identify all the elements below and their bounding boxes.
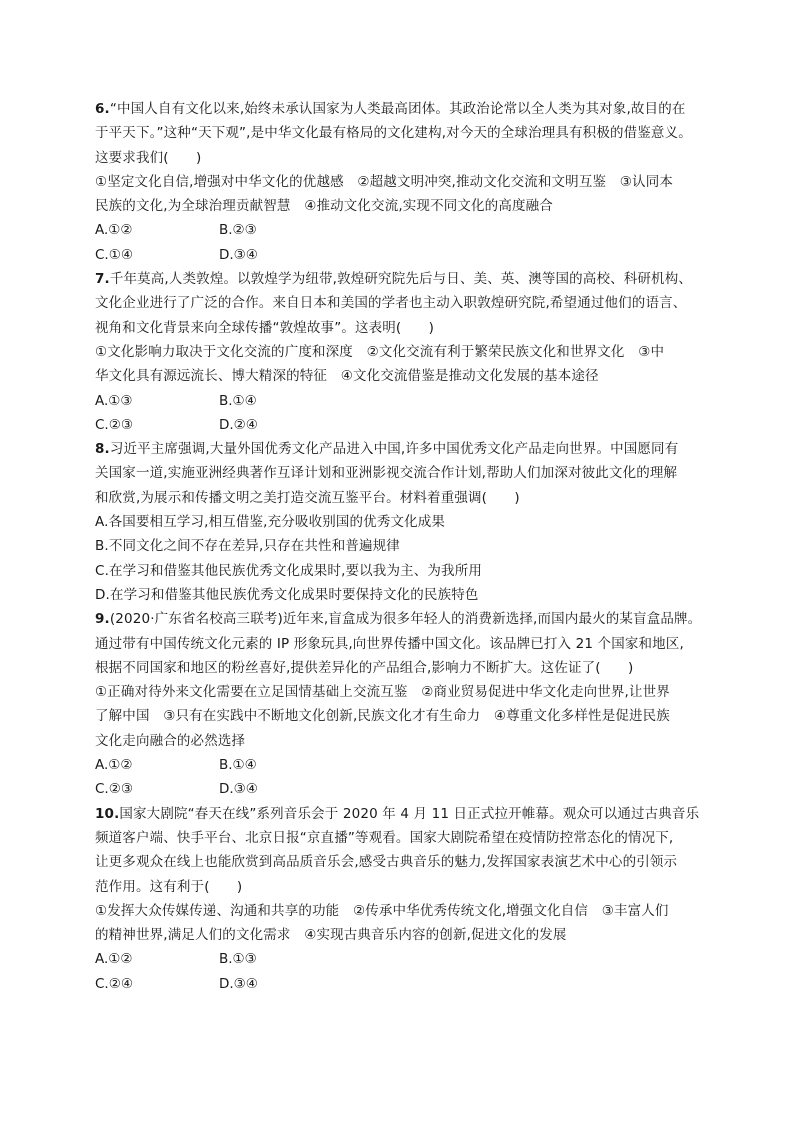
option-row xyxy=(95,753,715,777)
statement-line: 了解中国 ③只有在实践中不断地文化创新,民族文化才有生命力 ④尊重文化多样性是促进民族 xyxy=(95,708,670,725)
question-number: 9. xyxy=(95,611,110,628)
question-stem-text: “中国人自有文化以来,始终未承认国家为人类最高团体。其政治论常以全人类为其对象,故目的在 xyxy=(109,101,686,117)
option-c[interactable]: C.①④ xyxy=(95,246,133,263)
question-stem-line: 关国家一道,实施亚洲经典著作互译计划和亚洲影视交流合作计划,帮助人们加深对彼此文化的理解 xyxy=(95,465,678,482)
option-c[interactable]: C.②③ xyxy=(95,416,133,433)
question-8 xyxy=(95,437,715,607)
option-b[interactable]: B.不同文化之间不存在差异,只存在共性和普遍规律 xyxy=(95,538,400,555)
option-row xyxy=(95,389,715,413)
option-row xyxy=(95,218,715,242)
statement-line: ①发挥大众传媒传递、沟通和共享的功能 ②传承中华优秀传统文化,增强文化自信 ③丰富人们 xyxy=(95,902,669,919)
statement-line: ①文化影响力取决于文化交流的广度和深度 ②文化交流有利于繁荣民族文化和世界文化 ③中 xyxy=(95,343,665,360)
option-b[interactable]: B.①③ xyxy=(219,951,257,968)
question-stem-line: 文化企业进行了广泛的合作。来自日本和美国的学者也主动入职敦煌研究院,希望通过他们的语言、 xyxy=(95,295,687,312)
question-number: 8. xyxy=(95,441,110,458)
question-stem-text: 习近平主席强调,大量外国优秀文化产品进入中国,许多中国优秀文化产品走向世界。中国愿同有 xyxy=(109,441,679,458)
question-stem-line: 范作用。这有利于( ) xyxy=(95,878,243,895)
question-stem-text: (2020·广东省名校高三联考)近年来,盲盒成为很多年轻人的消费新选择,而国内最火的某盲盒品牌。 xyxy=(109,611,702,628)
option-row xyxy=(95,243,715,267)
statement-line: ①坚定文化自信,增强对中华文化的优越感 ②超越文明冲突,推动文化交流和文明互鉴 ③认同本 xyxy=(95,173,673,190)
option-b[interactable]: B.②③ xyxy=(219,222,257,239)
option-row xyxy=(95,413,715,437)
question-9 xyxy=(95,607,715,801)
question-stem-line: 视角和文化背景来向全球传播“敦煌故事”。这表明( ) xyxy=(95,319,435,336)
question-stem-line: 和欣赏,为展示和传播文明之美打造交流互鉴平台。材料着重强调( ) xyxy=(95,489,520,506)
question-stem-line: 让更多观众在线上也能欣赏到高品质音乐会,感受古典音乐的魅力,发挥国家表演艺术中心的引领示 xyxy=(95,854,678,871)
question-6 xyxy=(95,97,715,267)
question-stem-line: 根据不同国家和地区的粉丝喜好,提供差异化的产品组合,影响力不断扩大。这佐证了( ) xyxy=(95,659,634,676)
option-d[interactable]: D.③④ xyxy=(219,781,258,798)
option-d[interactable]: D.在学习和借鉴其他民族优秀文化成果时要保持文化的民族特色 xyxy=(95,586,479,603)
option-c[interactable]: C.在学习和借鉴其他民族优秀文化成果时,要以我为主、为我所用 xyxy=(95,562,483,579)
question-stem-line: 于平天下。”这种“天下观”,是中华文化最有格局的文化建构,对今天的全球治理具有积极的借鉴意义。 xyxy=(95,125,692,142)
statement-line: 文化走向融合的必然选择 xyxy=(95,732,246,749)
question-stem-text: 千年莫高,人类敦煌。以敦煌学为纽带,敦煌研究院先后与日、美、英、澳等国的高校、科研机构、 xyxy=(109,271,693,288)
question-stem-line xyxy=(95,802,715,826)
option-a[interactable]: A.①② xyxy=(95,757,133,774)
option-a[interactable]: A.①② xyxy=(95,951,133,968)
question-stem-line xyxy=(95,437,715,461)
option-row xyxy=(95,777,715,801)
option-b[interactable]: B.①④ xyxy=(219,757,257,774)
option-c[interactable]: C.②④ xyxy=(95,975,133,992)
question-stem-line: 频道客户端、快手平台、北京日报“京直播”等观看。国家大剧院希望在疫情防控常态化的情况下, xyxy=(95,829,674,846)
statement-line: ①正确对待外来文化需要在立足国情基础上交流互鉴 ②商业贸易促进中华文化走向世界,让世界 xyxy=(95,684,670,701)
question-stem-line xyxy=(95,267,715,291)
option-row xyxy=(95,947,715,971)
question-page xyxy=(95,97,715,996)
question-stem-line xyxy=(95,97,715,121)
statement-line: 华文化具有源远流长、博大精深的特征 ④文化交流借鉴是推动文化发展的基本途径 xyxy=(95,368,599,385)
question-number: 10. xyxy=(95,805,120,822)
question-stem-line: 这要求我们( ) xyxy=(95,149,202,166)
option-d[interactable]: D.③④ xyxy=(219,246,258,263)
statement-line: 的精神世界,满足人们的文化需求 ④实现古典音乐内容的创新,促进文化的发展 xyxy=(95,927,567,944)
question-stem-text: 国家大剧院“春天在线”系列音乐会于 2020 年 4 月 11 日正式拉开帷幕。观众可以通过古典音乐 xyxy=(119,805,700,822)
option-a[interactable]: A.①③ xyxy=(95,392,133,409)
option-d[interactable]: D.③④ xyxy=(219,975,258,992)
question-number: 7. xyxy=(95,271,110,288)
option-a[interactable]: A.各国要相互学习,相互借鉴,充分吸收别国的优秀文化成果 xyxy=(95,514,446,531)
option-d[interactable]: D.②④ xyxy=(219,416,258,433)
statement-line: 民族的文化,为全球治理贡献智慧 ④推动文化交流,实现不同文化的高度融合 xyxy=(95,198,553,215)
question-stem-line: 通过带有中国传统文化元素的 IP 形象玩具,向世界传播中国文化。该品牌已打入 21 个国家和地区, xyxy=(95,635,684,652)
option-row xyxy=(95,972,715,996)
option-c[interactable]: C.②③ xyxy=(95,781,133,798)
question-stem-line xyxy=(95,607,715,631)
option-b[interactable]: B.①④ xyxy=(219,392,257,409)
question-number: 6. xyxy=(95,101,110,117)
question-10 xyxy=(95,802,715,996)
option-a[interactable]: A.①② xyxy=(95,222,133,239)
question-7 xyxy=(95,267,715,437)
